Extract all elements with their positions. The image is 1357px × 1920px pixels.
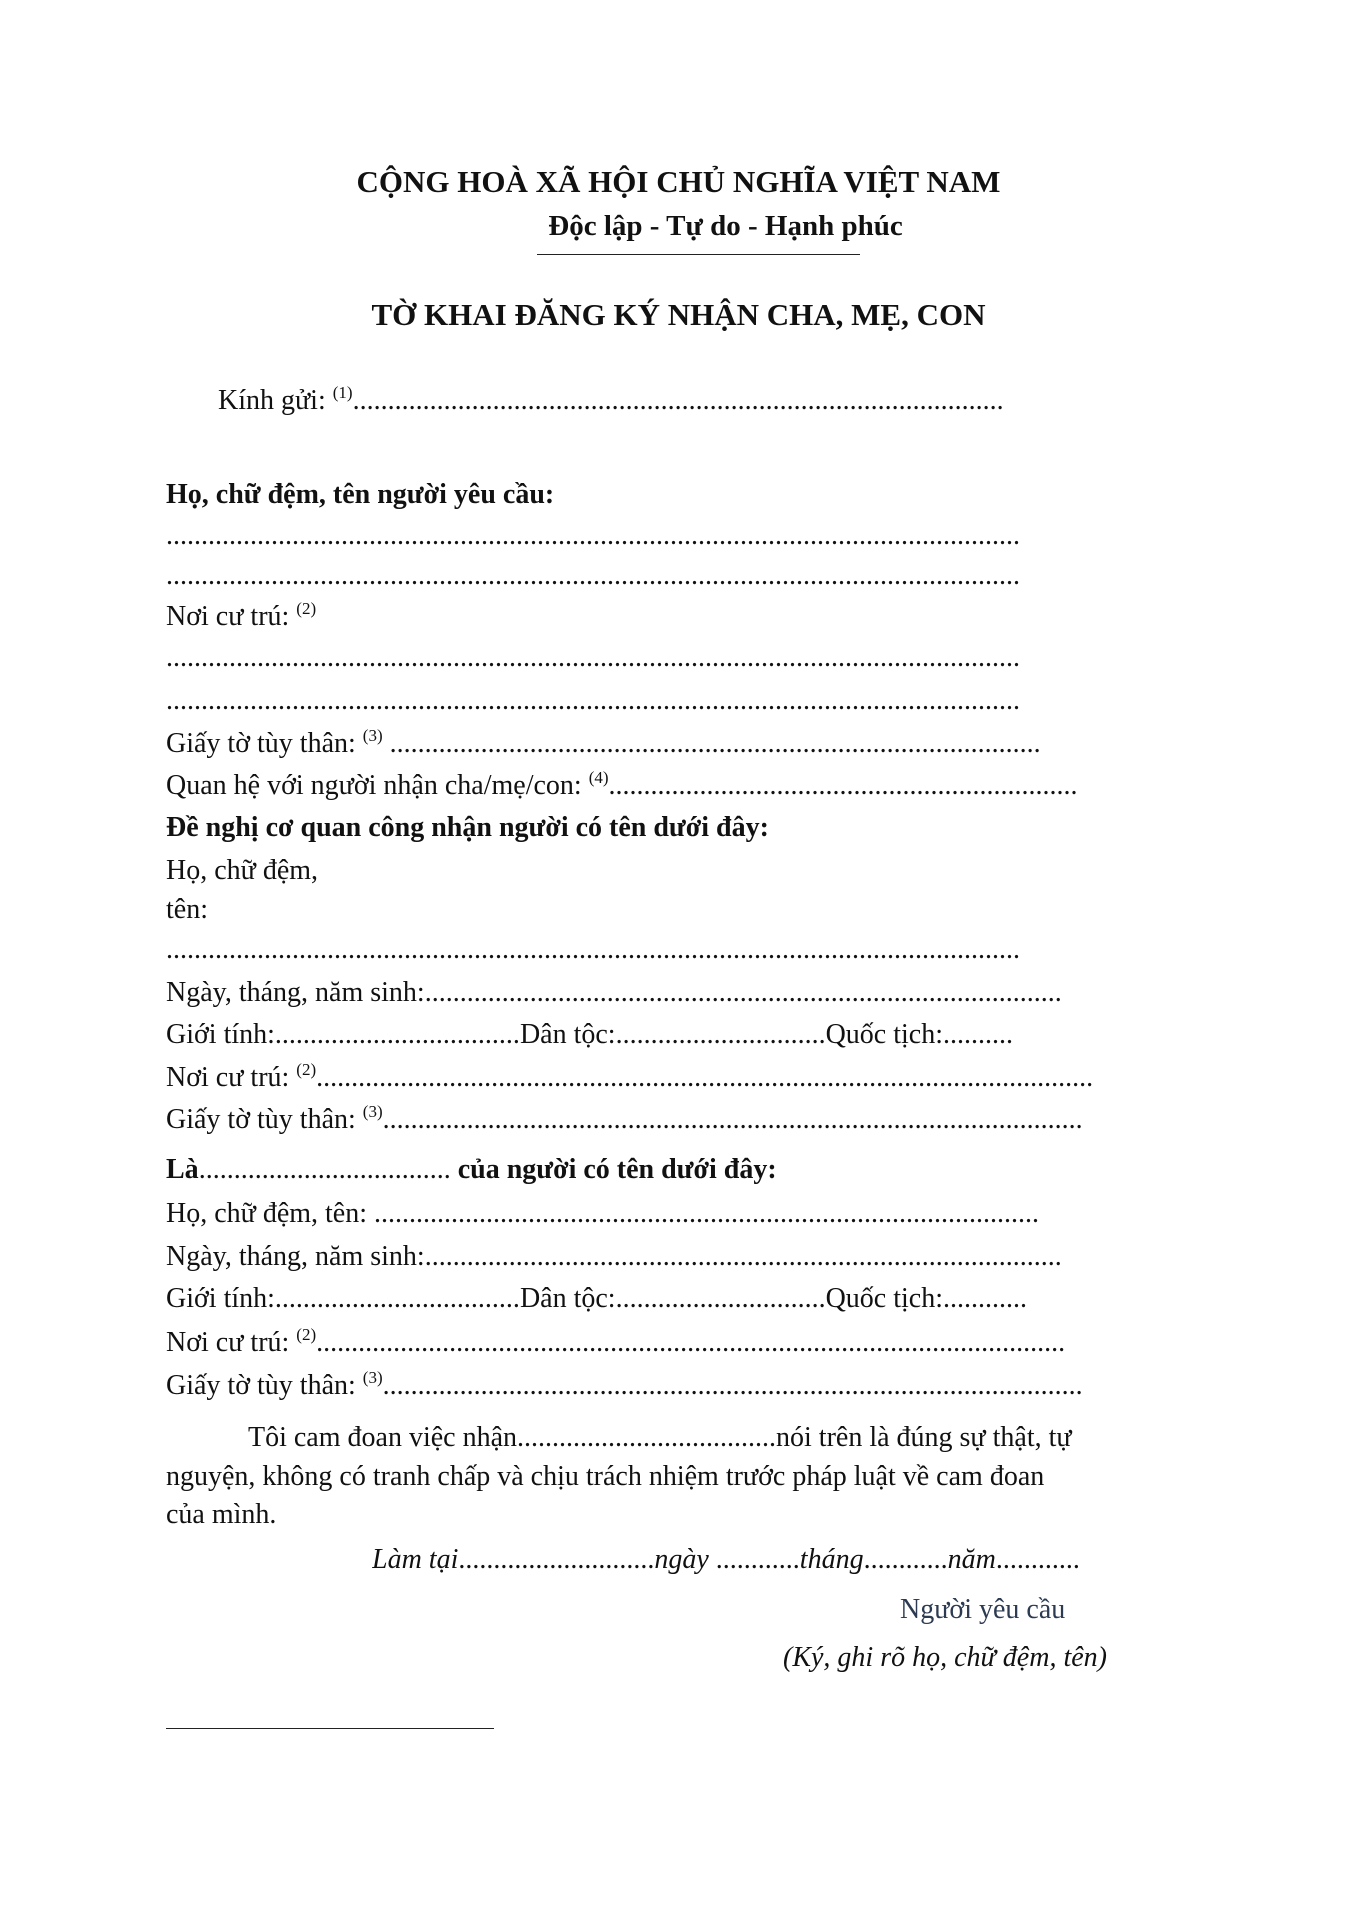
requester-residence-label: Nơi cư trú: $^{(2)}$ xyxy=(166,599,317,632)
related-residence-field[interactable]: ........................................................................................................... xyxy=(316,1327,1066,1358)
declaration-field[interactable]: ..................................... xyxy=(517,1422,777,1453)
requester-relation-field[interactable]: ................................................................... xyxy=(608,770,1078,801)
footnote-separator xyxy=(166,1728,494,1729)
related-nationality-field[interactable]: Quốc tịch:............ xyxy=(825,1283,1027,1314)
note-4: (4) xyxy=(588,768,609,787)
recognized-dob-field[interactable]: Ngày, tháng, năm sinh:........................................................................................... xyxy=(166,977,1062,1008)
national-title: CỘNG HOÀ XÃ HỘI CHỦ NGHĨA VIỆT NAM xyxy=(356,164,1001,199)
month-field[interactable]: ............ xyxy=(863,1544,948,1575)
related-name-field[interactable]: Họ, chữ đệm, tên: ............................................................................................... xyxy=(166,1198,1040,1229)
place-field[interactable]: ............................ xyxy=(458,1544,655,1575)
recipient-line xyxy=(218,383,1198,419)
relation-type-field[interactable]: .................................... xyxy=(198,1154,451,1185)
requester-relation-line: Quan hệ với người nhận cha/mẹ/con: $^{(4)}$................................................................... xyxy=(166,768,1078,801)
form-title: TỜ KHAI ĐĂNG KÝ NHẬN CHA, MẸ, CON xyxy=(371,297,986,332)
place-date-line: Làm tại............................ngày ............tháng............năm............ xyxy=(372,1544,1080,1575)
declaration-line-3: của mình. xyxy=(166,1499,277,1530)
motto-underline xyxy=(537,254,860,255)
day-field[interactable]: ............ xyxy=(715,1544,800,1575)
recognized-nationality-field[interactable]: Quốc tịch:.......... xyxy=(825,1019,1013,1050)
declaration-line-2: nguyện, không có tranh chấp và chịu trách nhiệm trước pháp luật về cam đoan xyxy=(166,1461,1045,1492)
recognized-id-field[interactable]: .................................................................................................... xyxy=(382,1104,1083,1135)
signature-role: Người yêu cầu xyxy=(900,1594,1066,1625)
recipient-field[interactable]: ............................................................................................. xyxy=(352,385,1004,416)
national-motto: Độc lập - Tự do - Hạnh phúc xyxy=(548,210,903,242)
recognized-gender-field[interactable]: Giới tính:................................... xyxy=(166,1019,520,1050)
year-field[interactable]: ............ xyxy=(995,1544,1080,1575)
related-gender-ethnicity-nationality xyxy=(166,1281,1196,1317)
declaration-line-1: Tôi cam đoan việc nhận.....................................nói trên là đúng sự thật, tự xyxy=(248,1422,1072,1453)
related-gender-field[interactable]: Giới tính:................................... xyxy=(166,1283,520,1314)
related-id-line: Giấy tờ tùy thân: $^{(3)}$.................................................................................................... xyxy=(166,1368,1083,1401)
recognized-residence-line: Nơi cư trú: $^{(2)}$............................................................................................................... xyxy=(166,1060,1094,1093)
requester-id-line: Giấy tờ tùy thân: $^{(3)}$ ............................................................................................. xyxy=(166,726,1041,759)
related-ethnicity-field[interactable]: Dân tộc:.............................. xyxy=(519,1283,826,1314)
recognized-ethnicity-field[interactable]: Dân tộc:.............................. xyxy=(519,1019,826,1050)
recognized-id-line: Giấy tờ tùy thân: $^{(3)}$.................................................................................................... xyxy=(166,1102,1083,1135)
requester-residence-line-2[interactable]: .......................................................................................................................... xyxy=(166,685,1020,716)
requester-id-field[interactable]: ............................................................................................. xyxy=(382,728,1041,759)
requester-heading: Họ, chữ đệm, tên người yêu cầu: xyxy=(166,479,555,510)
requester-residence-line-1[interactable]: .......................................................................................................................... xyxy=(166,642,1020,673)
recognized-name-field[interactable]: .......................................................................................................................... xyxy=(166,934,1020,965)
requester-name-line-1[interactable]: .......................................................................................................................... xyxy=(166,520,1020,551)
recognized-residence-field[interactable]: ............................................................................................................... xyxy=(316,1062,1094,1093)
recognized-gender-ethnicity-nationality xyxy=(166,1017,1196,1053)
recognized-name-label-2: tên: xyxy=(166,894,208,925)
related-residence-line: Nơi cư trú: $^{(2)}$........................................................................................................... xyxy=(166,1325,1066,1358)
recognized-heading: Đề nghị cơ quan công nhận người có tên dưới đây: xyxy=(166,812,769,843)
signature-instruction: (Ký, ghi rõ họ, chữ đệm, tên) xyxy=(783,1642,1107,1673)
note-2: (2) xyxy=(296,599,317,618)
related-id-field[interactable]: .................................................................................................... xyxy=(382,1370,1083,1401)
recipient-label: Kính gửi: xyxy=(218,385,333,416)
note-3: (3) xyxy=(362,726,383,745)
related-heading: Là.................................... của người có tên dưới đây: xyxy=(166,1154,777,1185)
related-dob-field[interactable]: Ngày, tháng, năm sinh:........................................................................................... xyxy=(166,1241,1062,1272)
recognized-name-label-1: Họ, chữ đệm, xyxy=(166,855,319,886)
requester-name-line-2[interactable]: .......................................................................................................................... xyxy=(166,560,1020,591)
note-1: (1) xyxy=(332,383,353,402)
